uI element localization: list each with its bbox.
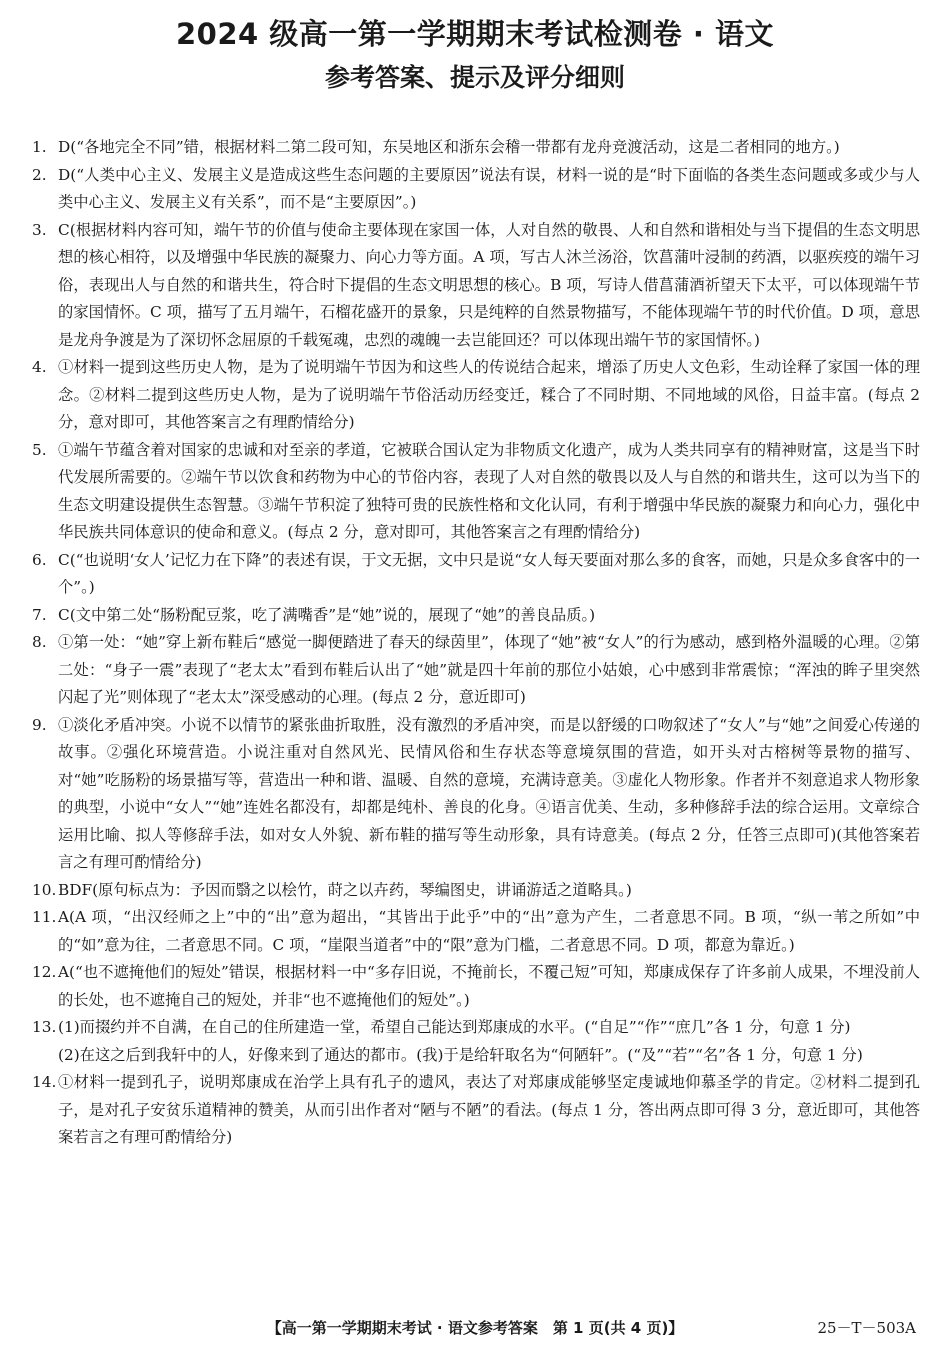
answer-number: 10.: [32, 880, 57, 899]
answer-number: 3.: [32, 220, 47, 239]
answer-text: D(“各地完全不同”错，根据材料二第二段可知，东吴地区和浙东会稽一带都有龙舟竞渡活动，这是二者相同的地方。): [58, 138, 840, 156]
page-subtitle: 参考答案、提示及评分细则: [324, 63, 625, 92]
answer-number: 4.: [32, 358, 47, 376]
answer-text: ①淡化矛盾冲突。小说不以情节的紧张曲折取胜，没有激烈的矛盾冲突，而是以舒缓的口吻叙述了“女人”与“她”之间爱心传递的故事。②强化环境营造。小说注重对自然风光、民情风俗和生存状态等意境氛围的营造，如开头对古榕树等景物的描写、对“她”吃肠粉的场景描写等，营造出一种和谐、温暖、自然的意境，充满诗意美。③虚化人物形象。作者并不刻意追求人物形象的典型，小说中“女人”“她”连姓名都没有，却都是纯朴、善良的化身。④语言优美、生动，多种修辞手法的综合运用。文章综合运用比喻、拟人等修辞手法，如对女人外貌、新布鞋的描写等生动形象，具有诗意美。(每点 2 分，任答三点即可)(其他答案若言之有理可酌情给分): [58, 715, 920, 871]
answer-text: C(文中第二处“肠粉配豆浆，吃了满嘴香”是“她”说的，展现了“她”的善良品质。): [58, 605, 596, 624]
answer-item-5: [32, 437, 920, 547]
answer-number: 1.: [32, 138, 47, 156]
answer-text: A(“也不遮掩他们的短处”错误，根据材料一中“多存旧说，不掩前长，不覆己短”可知，郑康成保存了许多前人成果，不埋没前人的长处，也不遮掩自己的短处，并非“也不遮掩他们的短处”。): [58, 963, 920, 1009]
answer-text: C(根据材料内容可知，端午节的价值与使命主要体现在家国一体，人对自然的敬畏、人和自然和谐相处与当下提倡的生态文明思想的核心相符，以及增强中华民族的凝聚力、向心力等方面。A 项，写古人沐兰汤浴，饮菖蒲叶浸制的药酒，以驱疾疫的端午习俗，表现出人与自然的和谐共生，符合时下提倡的生态文明思想的核心。B 项，写诗人借菖蒲酒祈望天下太平，可以体现端午节的家国情怀。C 项，描写了五月端午，石榴花盛开的景象，只是纯粹的自然景物描写，不能体现端午节的时代价值。D 项，意思是龙舟争渡是为了深切怀念屈原的千载冤魂，忠烈的魂魄一去岂能回还？可以体现出端午节的家国情怀。): [58, 220, 920, 349]
answer-text: ①材料一提到这些历史人物，是为了说明端午节因为和这些人的传说结合起来，增添了历史人文色彩，生动诠释了家国一体的理念。②材料二提到这些历史人物，是为了说明端午节俗活动历经变迁，糅合了不同时期、不同地域的风俗，日益丰富。(每点 2 分，意对即可，其他答案言之有理酌情给分): [58, 358, 920, 431]
answer-item-7: [32, 602, 920, 630]
answer-subpart: (1)而掇约并不自满，在自己的住所建造一堂，希望自己能达到郑康成的水平。(“自足”“作”“庶几”各 1 分，句意 1 分): [58, 1018, 851, 1036]
answer-text: D(“人类中心主义、发展主义是造成这些生态问题的主要原因”说法有误，材料一说的是“时下面临的各类生态问题或多或少与人类中心主义、发展主义有关系”，而不是“主要原因”。): [58, 165, 920, 211]
answer-text: C(“也说明‘女人’记忆力在下降”的表述有误，于文无据，文中只是说“女人每天要面对那么多的食客，而她，只是众多食客中的一个”。): [58, 550, 920, 596]
footer-page-info: 【高一第一学期期末考试 · 语文参考答案 第 1 页(共 4 页)】: [266, 1319, 684, 1337]
answer-item-4: [32, 354, 920, 437]
answer-text: ①第一处：“她”穿上新布鞋后“感觉一脚便踏进了春天的绿茵里”，体现了“她”被“女人”的行为感动，感到格外温暖的心理。②第二处：“身子一震”表现了“老太太”看到布鞋后认出了“她”就是四十年前的那位小姑娘，心中感到非常震惊；“浑浊的眸子里突然闪起了光”则体现了“老太太”深受感动的心理。(每点 2 分，意近即可): [58, 633, 920, 706]
answer-text: [58, 1014, 920, 1069]
answer-item-3: [32, 217, 920, 355]
answer-number: 12.: [32, 963, 57, 981]
answer-number: 7.: [32, 605, 47, 624]
answer-subpart: (2)在这之后到我轩中的人，好像来到了通达的都市。(我)于是给轩取名为“何陋轩”。(“及”“若”“名”各 1 分，句意 1 分): [58, 1045, 863, 1064]
answer-item-12: [32, 959, 920, 1014]
footer-exam-code: 25－T－503A: [817, 1319, 916, 1337]
answer-item-6: [32, 547, 920, 602]
answer-number: 14.: [32, 1073, 57, 1091]
answer-item-1: [32, 134, 920, 162]
answer-item-11: [32, 904, 920, 959]
answer-item-2: [32, 162, 920, 217]
answer-number: 8.: [32, 633, 47, 651]
answer-item-9: [32, 712, 920, 877]
answer-item-14: [32, 1069, 920, 1152]
page-header: [0, 14, 950, 96]
answer-number: 11.: [32, 908, 57, 926]
page-title: 2024 级高一第一学期期末考试检测卷 · 语文: [175, 17, 775, 51]
answer-number: 2.: [32, 165, 47, 184]
answer-number: 13.: [32, 1018, 57, 1036]
answer-number: 9.: [32, 715, 47, 734]
answer-number: 6.: [32, 550, 47, 569]
answer-text: ①材料一提到孔子，说明郑康成在治学上具有孔子的遗风，表达了对郑康成能够坚定虔诚地仰慕圣学的肯定。②材料二提到孔子，是对孔子安贫乐道精神的赞美，从而引出作者对“陋与不陋”的看法。(每点 1 分，答出两点即可得 3 分，意近即可，其他答案若言之有理可酌情给分): [58, 1073, 920, 1146]
answer-list: [32, 134, 920, 1152]
answer-item-8: [32, 629, 920, 712]
answer-item-10: [32, 877, 920, 905]
answer-text: A(A 项，“出汉经师之上”中的“出”意为超出，“其皆出于此乎”中的“出”意为产生，二者意思不同。B 项，“纵一苇之所如”中的“如”意为往，二者意思不同。C 项，“崖限当道者”中的“限”意为门槛，二者意思不同。D 项，都意为靠近。): [58, 908, 920, 954]
answer-text: ①端午节蕴含着对国家的忠诚和对至亲的孝道，它被联合国认定为非物质文化遗产，成为人类共同享有的精神财富，这是当下时代发展所需要的。②端午节以饮食和药物为中心的节俗内容，表现了人对自然的敬畏以及人与自然的和谐共生，这可以为当下的生态文明建设提供生态智慧。③端午节积淀了独特可贵的民族性格和文化认同，有利于增强中华民族的凝聚力和向心力，强化中华民族共同体意识的使命和意义。(每点 2 分，意对即可，其他答案言之有理酌情给分): [58, 440, 920, 541]
answer-item-13: [32, 1014, 920, 1069]
answer-number: 5.: [32, 440, 47, 459]
page-footer: [0, 1314, 950, 1342]
answer-text: BDF(原句标点为：予因而翳之以桧竹，莳之以卉药，琴编图史，讲诵游适之道略具。): [58, 880, 632, 899]
